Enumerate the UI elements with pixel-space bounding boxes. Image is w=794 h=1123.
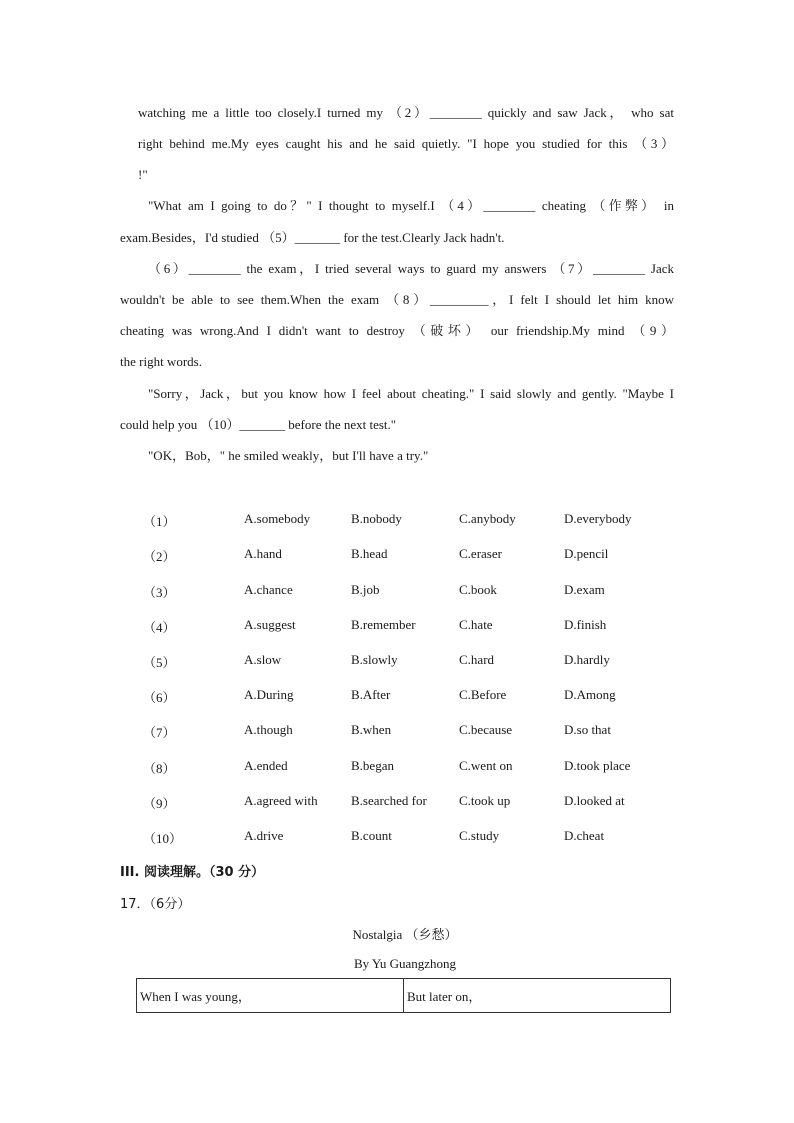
option-a[interactable]: A.During [244,687,294,702]
poem-table [136,978,671,1013]
question-number: （10） [143,831,183,846]
option-a[interactable]: A.chance [244,582,293,597]
passage-line: the right words. [120,354,202,369]
passage-line: could help you （10）_______ before the next test." [120,417,397,432]
option-b[interactable]: B.when [351,722,392,737]
option-d[interactable]: D.Among [564,687,616,702]
poem-author: By Yu Guangzhong [353,956,457,971]
passage-line: !" [138,167,148,182]
question-number: （9） [143,796,176,811]
option-b[interactable]: B.remember [351,617,416,632]
option-b[interactable]: B.count [351,828,392,843]
option-row [0,546,794,564]
option-d[interactable]: D.everybody [564,511,632,526]
option-row [0,652,794,670]
option-a[interactable]: A.ended [244,758,288,773]
poem-title: Nostalgia （乡愁） [352,927,458,942]
option-b[interactable]: B.nobody [351,511,402,526]
option-c[interactable]: C.hate [459,617,493,632]
option-a[interactable]: A.drive [244,828,284,843]
passage-line: "Sorry，Jack，but you know how I feel about cheating." I said slowly and gently. "Maybe I [148,386,674,401]
option-b[interactable]: B.slowly [351,652,398,667]
option-row [0,617,794,635]
passage-line: "OK，Bob，" he smiled weakly，but I'll have a try." [148,448,429,463]
passage-line: （6）________ the exam，I tried several ways to guard my answers （7）________ Jack [148,261,674,276]
option-c[interactable]: C.took up [459,793,511,808]
question-number: （1） [143,514,176,529]
passage-line: "What am I going to do？" I thought to myself.I （4）________ cheating （作弊） in [148,198,674,213]
option-c[interactable]: C.went on [459,758,513,773]
question-number: （4） [143,620,176,635]
section-heading: III. 阅读理解。（30 分） [120,865,265,880]
option-a[interactable]: A.agreed with [244,793,318,808]
option-d[interactable]: D.cheat [564,828,605,843]
option-row [0,687,794,705]
passage-line: exam.Besides，I'd studied （5）_______ for the test.Clearly Jack hadn't. [120,230,505,245]
option-c[interactable]: C.anybody [459,511,516,526]
passage-line: right behind me.My eyes caught his and he said quietly. "I hope you studied for this （3） [138,136,674,151]
option-c[interactable]: C.study [459,828,500,843]
table-row [137,979,671,1013]
option-c[interactable]: C.Before [459,687,507,702]
passage-line: cheating was wrong.And I didn't want to destroy （破坏） our friendship.My mind （9） [120,323,674,338]
option-d[interactable]: D.so that [564,722,611,737]
option-a[interactable]: A.somebody [244,511,311,526]
question-number: （3） [143,585,176,600]
option-row [0,722,794,740]
table-cell: But later on， [404,979,671,1013]
option-a[interactable]: A.suggest [244,617,296,632]
question-number: （7） [143,725,176,740]
option-row [0,582,794,600]
option-d[interactable]: D.looked at [564,793,625,808]
option-row [0,828,794,846]
option-d[interactable]: D.finish [564,617,607,632]
option-c[interactable]: C.because [459,722,513,737]
option-b[interactable]: B.job [351,582,380,597]
option-row [0,511,794,529]
option-b[interactable]: B.head [351,546,388,561]
question-number: （2） [143,549,176,564]
option-c[interactable]: C.eraser [459,546,502,561]
table-cell: When I was young， [137,979,404,1013]
option-a[interactable]: A.slow [244,652,282,667]
question-number: （8） [143,761,176,776]
option-d[interactable]: D.took place [564,758,631,773]
question-number: （5） [143,655,176,670]
option-row [0,793,794,811]
passage-line: watching me a little too closely.I turned my （2）________ quickly and saw Jack， who sat [138,105,674,120]
option-d[interactable]: D.hardly [564,652,610,667]
option-c[interactable]: C.book [459,582,497,597]
passage-line: wouldn't be able to see them.When the exam （8）_________，I felt I should let him know [120,292,674,307]
option-b[interactable]: B.searched for [351,793,427,808]
option-a[interactable]: A.though [244,722,293,737]
option-d[interactable]: D.exam [564,582,605,597]
option-c[interactable]: C.hard [459,652,495,667]
question-number: （6） [143,690,176,705]
option-d[interactable]: D.pencil [564,546,609,561]
option-b[interactable]: B.After [351,687,391,702]
option-a[interactable]: A.hand [244,546,282,561]
option-b[interactable]: B.began [351,758,394,773]
option-row [0,758,794,776]
question-number-label: 17．（6分） [120,897,191,912]
